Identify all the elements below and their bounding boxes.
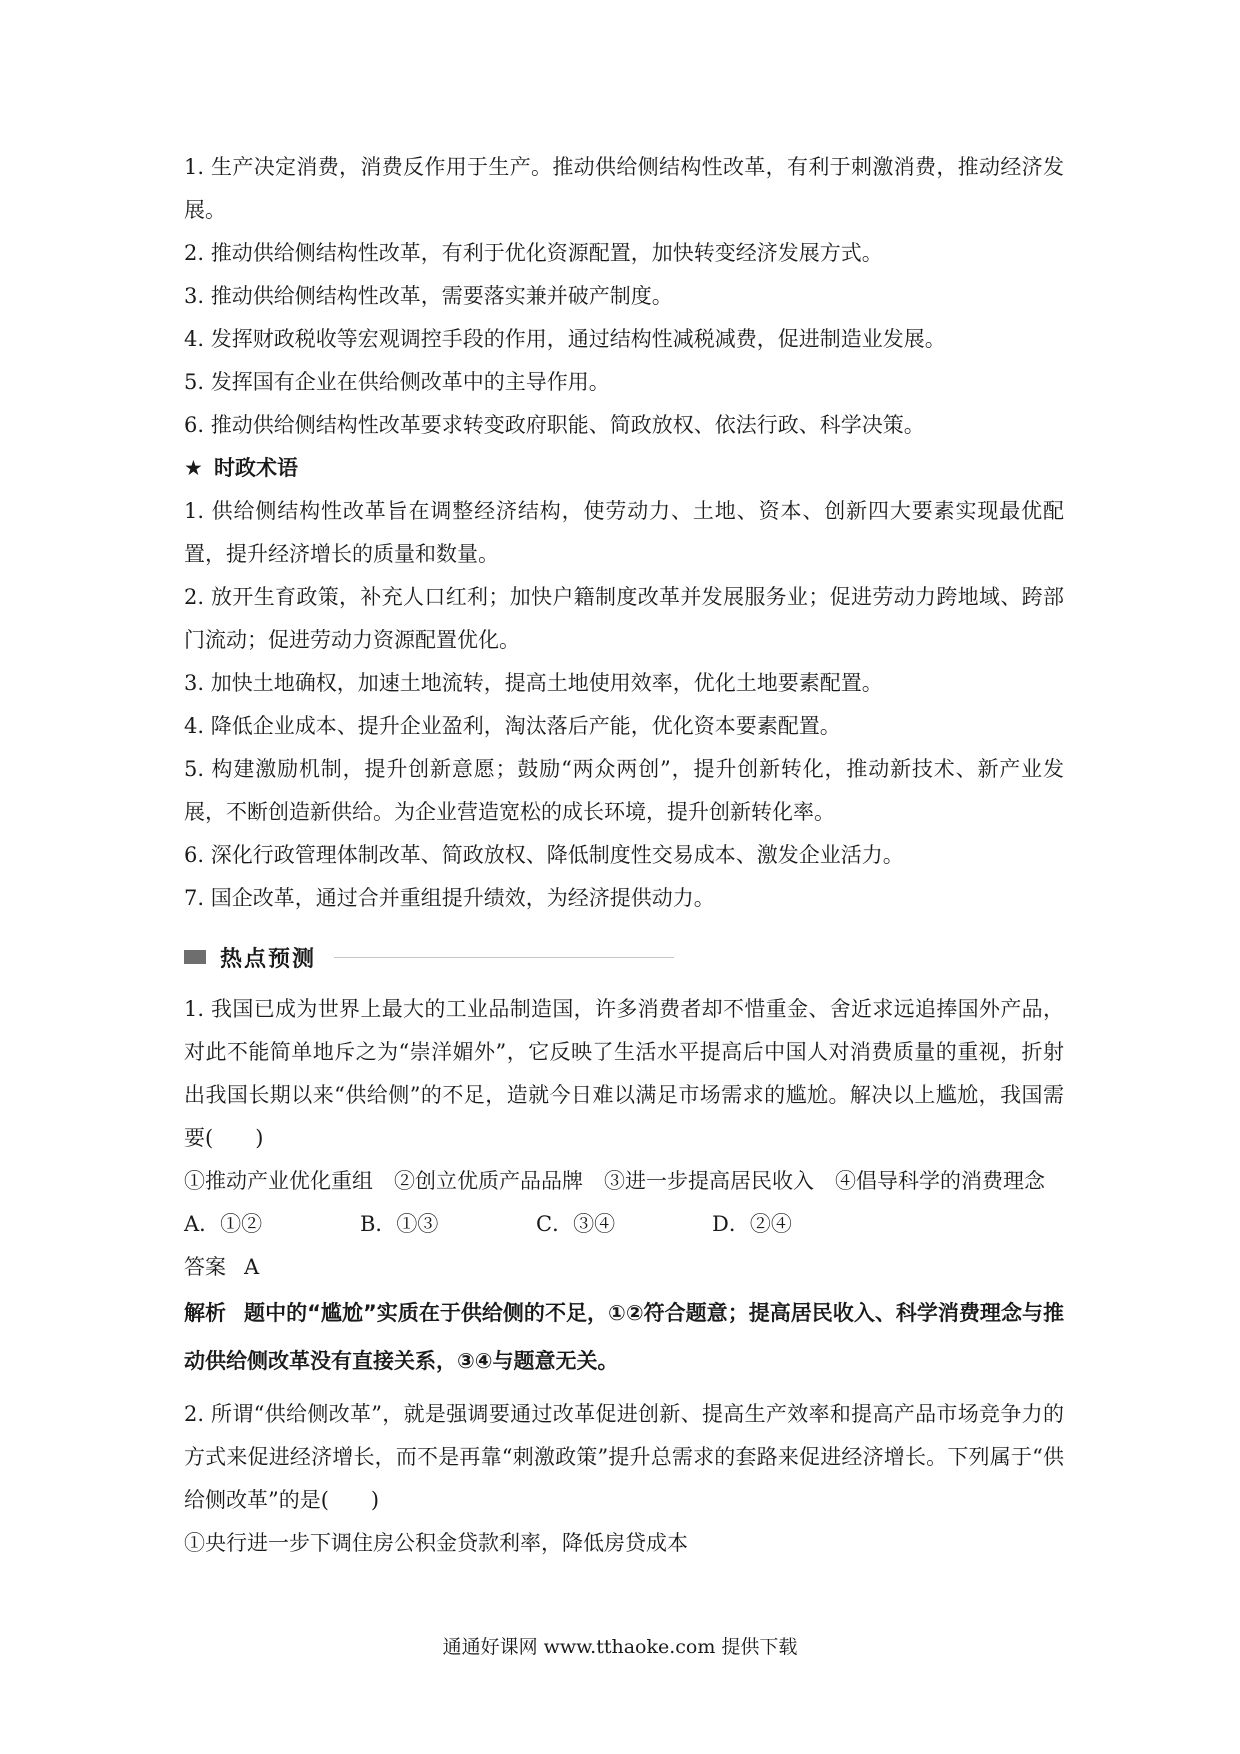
- term-item: 3. 加快土地确权，加速土地流转，提高土地使用效率，优化土地要素配置。: [184, 671, 883, 695]
- heading-divider: [334, 957, 674, 958]
- analysis-text: 题中的“尴尬”实质在于供给侧的不足，①②符合题意；提高居民收入、科学消费理念与推动供给侧改革没有直接关系，③④与题意无关。: [184, 1301, 1064, 1373]
- terms-title: 时政术语: [214, 456, 298, 480]
- answer-label: 答案: [184, 1255, 226, 1279]
- question-2: [184, 1393, 1064, 1565]
- term-item: 6. 深化行政管理体制改革、简政放权、降低制度性交易成本、激发企业活力。: [184, 843, 904, 867]
- term-item: 4. 降低企业成本、提升企业盈利，淘汰落后产能，优化资本要素配置。: [184, 714, 841, 738]
- terms-heading: [184, 447, 1064, 490]
- measure-item: 5. 发挥国有企业在供给侧改革中的主导作用。: [184, 370, 610, 394]
- option-a: A．①②: [184, 1212, 263, 1236]
- analysis-label: 解析: [184, 1301, 227, 1325]
- star-icon: ★: [184, 456, 203, 480]
- question-statement: ①央行进一步下调住房公积金贷款利率，降低房贷成本: [184, 1531, 688, 1555]
- answer-line: [184, 1246, 1064, 1289]
- term-item: 1. 供给侧结构性改革旨在调整经济结构，使劳动力、土地、资本、创新四大要素实现最优配置，提升经济增长的质量和数量。: [184, 499, 1064, 566]
- measure-item: 3. 推动供给侧结构性改革，需要落实兼并破产制度。: [184, 284, 673, 308]
- page-footer: 通通好课网 www.tthaoke.com 提供下载: [442, 1636, 798, 1658]
- terms-list: [184, 490, 1064, 920]
- term-item: 7. 国企改革，通过合并重组提升绩效，为经济提供动力。: [184, 886, 715, 910]
- question-stem: 2. 所谓“供给侧改革”，就是强调要通过改革促进创新、提高生产效率和提高产品市场竞争力的方式来促进经济增长，而不是再靠“刺激政策”提升总需求的套路来促进经济增长。下列属于“供给侧改革”的是( ): [184, 1402, 1064, 1512]
- option-c: C．③④: [536, 1212, 616, 1236]
- term-item: 5. 构建激励机制，提升创新意愿；鼓励“两众两创”，提升创新转化，推动新技术、新产业发展，不断创造新供给。为企业营造宽松的成长环境，提升创新转化率。: [184, 757, 1064, 824]
- question-statements: ①推动产业优化重组 ②创立优质产品品牌 ③进一步提高居民收入 ④倡导科学的消费理念: [184, 1169, 1045, 1193]
- section-marker-icon: [184, 950, 206, 964]
- analysis-paragraph: [184, 1289, 1064, 1385]
- measure-item: 4. 发挥财政税收等宏观调控手段的作用，通过结构性减税减费，促进制造业发展。: [184, 327, 946, 351]
- question-stem: 1. 我国已成为世界上最大的工业品制造国，许多消费者却不惜重金、舍近求远追捧国外产品，对此不能简单地斥之为“崇洋媚外”，它反映了生活水平提高后中国人对消费质量的重视，折射出我国长期以来“供给侧”的不足，造就今日难以满足市场需求的尴尬。解决以上尴尬，我国需要( ): [184, 997, 1064, 1150]
- answer-value: A: [244, 1255, 260, 1279]
- answer-options: [184, 1203, 1064, 1246]
- option-b: B．①③: [360, 1212, 439, 1236]
- measures-list: [184, 146, 1064, 447]
- hot-prediction-title: 热点预测: [220, 946, 317, 972]
- measure-item: 1. 生产决定消费，消费反作用于生产。推动供给侧结构性改革，有利于刺激消费，推动经济发展。: [184, 155, 1064, 222]
- option-d: D．②④: [712, 1212, 792, 1236]
- measure-item: 6. 推动供给侧结构性改革要求转变政府职能、简政放权、依法行政、科学决策。: [184, 413, 925, 437]
- measure-item: 2. 推动供给侧结构性改革，有利于优化资源配置，加快转变经济发展方式。: [184, 241, 883, 265]
- page-content: [184, 146, 1064, 1565]
- question-1: [184, 988, 1064, 1385]
- hot-prediction-heading: [184, 934, 1064, 980]
- term-item: 2. 放开生育政策，补充人口红利；加快户籍制度改革并发展服务业；促进劳动力跨地域、跨部门流动；促进劳动力资源配置优化。: [184, 585, 1064, 652]
